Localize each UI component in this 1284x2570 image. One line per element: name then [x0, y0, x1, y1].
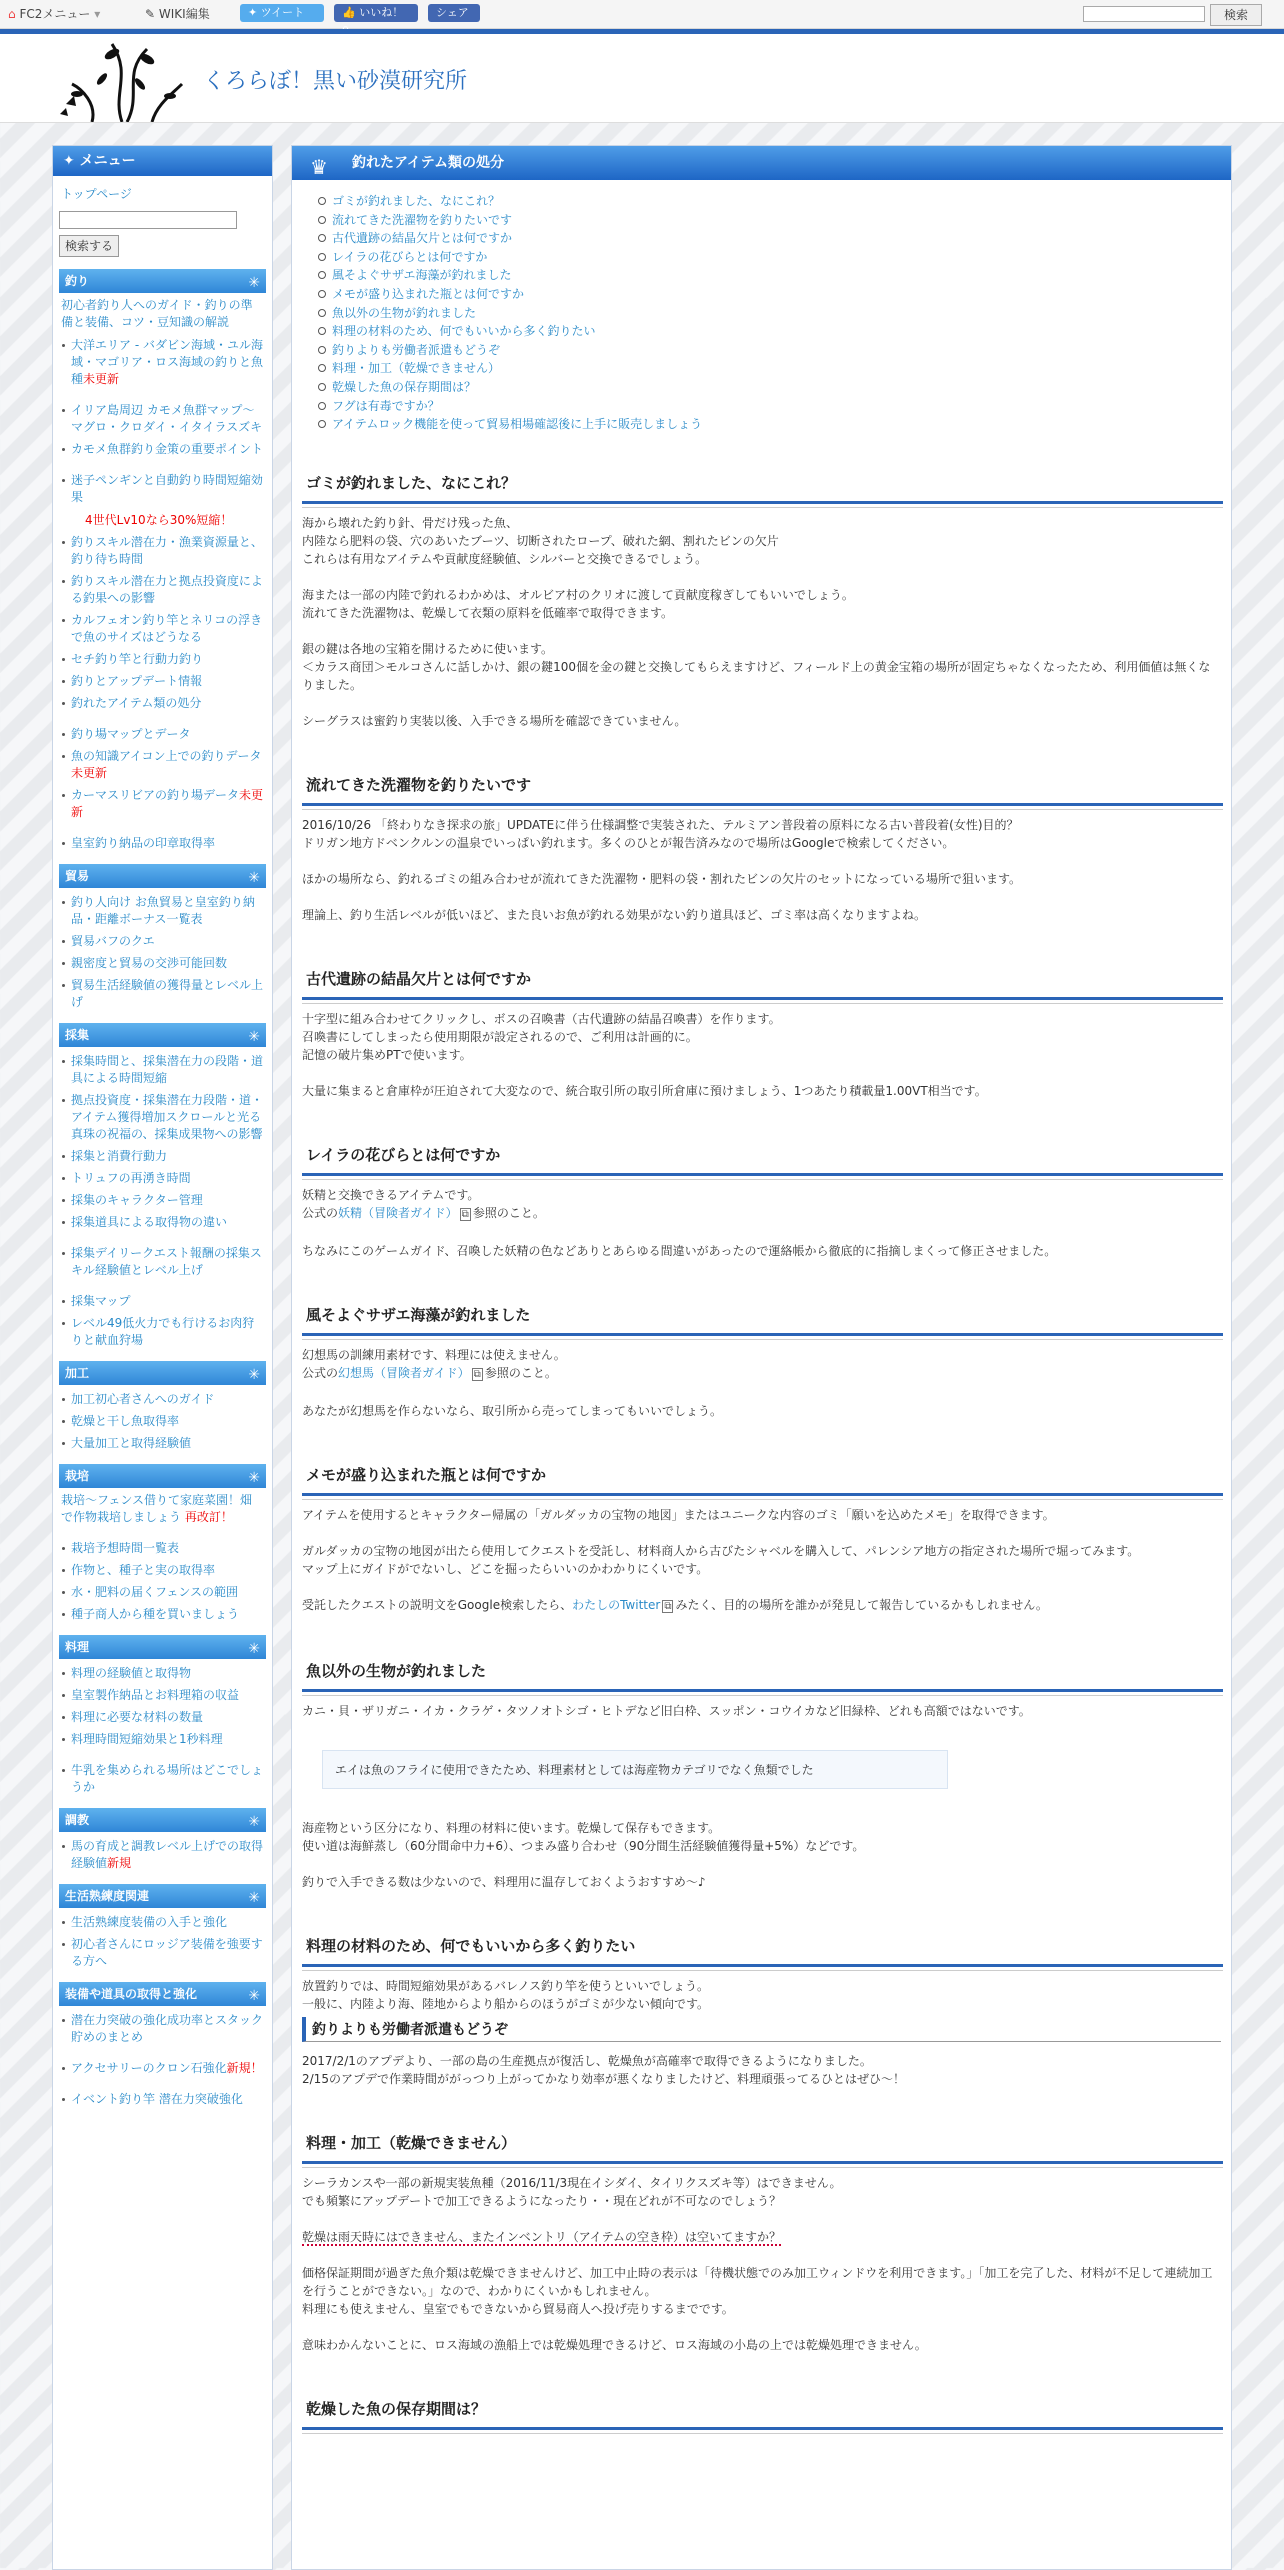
table-of-contents — [318, 192, 1231, 434]
star-icon: ✦ — [63, 153, 80, 169]
crown-icon: ♛ — [310, 155, 328, 179]
sidebar-link[interactable] — [59, 977, 266, 1011]
sidebar-link-text: 拠点投資度・採集潜在力段階・道・アイテム獲得増加スクロールと光る真珠の祝福の、採集成果物への影響 — [71, 1093, 264, 1141]
toc-link[interactable]: 乾燥した魚の保存期間は？ — [318, 378, 1231, 397]
sidebar-link-text: 採集道具による取得物の違い — [71, 1215, 228, 1229]
butterfly-vine-logo — [52, 34, 192, 122]
paragraph-line: 海から壊れた釣り針、骨だけ残った魚、 — [302, 515, 519, 530]
toc-link[interactable]: 流れてきた洗濯物を釣りたいです — [318, 211, 1231, 230]
paragraph-line: 流れてきた洗濯物は、乾燥して衣類の原料を低確率で取得できます。 — [302, 605, 674, 620]
paragraph-line: アイテムを使用するとキャラクター帰属の「ガルダッカの宝物の地図」またはユニークな内容のゴミ「願いを込めたメモ」を取得できます。 — [302, 1507, 1055, 1522]
sidebar-link-text: 牛乳を集められる場所はどこでしょうか — [71, 1763, 264, 1794]
spacer — [292, 1384, 1231, 1402]
sidebar-link-text: 採集デイリークエスト報酬の採集スキル経験値とレベル上げ — [71, 1246, 262, 1277]
sidebar-link-text: カモメ魚群釣り金策の重要ポイント — [71, 442, 264, 456]
sidebar-sections — [53, 269, 272, 2108]
sidebar-link[interactable] — [59, 472, 266, 506]
top-search-input[interactable] — [1083, 6, 1205, 22]
external-link-icon: ⧉ — [664, 1600, 672, 1612]
twitter-link[interactable]: わたしのTwitter — [572, 1597, 661, 1612]
sidebar-link-text: 大洋エリア - バダビン海域・ユル海域・マゴリア・ロス海域の釣りと魚種 — [71, 338, 264, 386]
sidebar-section-title: 貿易 — [65, 869, 90, 883]
sidebar-menu-header — [53, 146, 272, 176]
sidebar-section-title: 料理 — [65, 1640, 90, 1654]
paragraph-line: ＜カラス商団＞モルコさんに話しかけ、銀の鍵100個を金の鍵と交換してもらえますけど、フィールド上の黄金宝箱の場所が固定ちゃなくなったため、利用価値は無くなりました。 — [302, 659, 1211, 692]
external-link-icon: ⧉ — [461, 1208, 469, 1220]
sidebar-link-list — [59, 1665, 266, 1796]
paragraph-line: 2016/10/26 「終わりなき探求の旅」UPDATEに伴う仕様調整で実装された、テルミアン普段着の原料になる古い普段着(女性)目的？ — [302, 817, 1019, 832]
section-heading: メモが盛り込まれた瓶とは何ですか — [302, 1450, 1223, 1496]
sidebar-search — [59, 211, 266, 257]
toc-link[interactable]: 料理の材料のため、何でもいいから多く釣りたい — [318, 322, 1231, 341]
sidebar-link[interactable] — [59, 1293, 266, 1310]
paragraph-line: シーラカンスや一部の新規実装魚種（2016/11/3現在イシダイ、タイリクスズキ等）はできません。 — [302, 2175, 842, 2190]
sidebar-link[interactable] — [59, 337, 266, 388]
sidebar-link-text: 作物と、種子と実の取得率 — [71, 1563, 216, 1577]
sidebar-section-header — [59, 269, 266, 293]
sidebar-link[interactable] — [59, 695, 266, 712]
paragraph-line: 2/15のアプデで作業時間ががっつり上がってかなり効率が悪くなりましたけど、料理頑張ってるひとはぜひ～！ — [302, 2071, 905, 2086]
paragraph-line: 妖精と交換できるアイテムです。 — [302, 1187, 480, 1202]
sidebar-link-text: 釣れたアイテム類の処分 — [71, 696, 202, 710]
toc-link[interactable]: 料理・加工（乾燥できません） — [318, 359, 1231, 378]
toc-link[interactable]: レイラの花びらとは何ですか — [318, 248, 1231, 267]
sidebar-link[interactable] — [59, 1838, 266, 1872]
paragraph-line — [302, 1364, 1221, 1384]
paragraph-line: 一般に、内陸より海、陸地からより船からのほうがゴミが少ない傾向です。 — [302, 1996, 710, 2011]
paragraph-line: カニ・貝・ザリガニ・イカ・クラゲ・タツノオトシゴ・ヒトデなど旧白枠、スッポン・コウイカなど旧緑枠、どれも高額ではないです。 — [302, 1703, 1031, 1718]
section-heading: ゴミが釣れました、なにこれ？ — [302, 458, 1223, 504]
sidebar-link[interactable] — [59, 1914, 266, 1931]
sidebar-link[interactable] — [59, 1214, 266, 1231]
intro-text: 栽培～フェンス借りて家庭菜園！畑で作物栽培しましょう — [61, 1493, 253, 1524]
like-button[interactable] — [334, 4, 418, 22]
sidebar-link-text: 料理に必要な材料の数量 — [71, 1710, 204, 1724]
paragraph-line: 幻想馬の訓練用素材です、料理には使えません。 — [302, 1347, 566, 1362]
sidebar-link[interactable] — [59, 835, 266, 852]
like-label: いいね！ — [359, 6, 404, 19]
sidebar-link[interactable] — [59, 573, 266, 607]
sidebar-link-list — [59, 2012, 266, 2108]
spacer — [292, 694, 1231, 712]
sidebar-section-title: 加工 — [65, 1366, 90, 1380]
sidebar-link[interactable] — [59, 402, 266, 436]
sidebar-link-text: 採集のキャラクター管理 — [71, 1193, 203, 1207]
paragraph-line: 大量に集まると倉庫枠が圧迫されて大変なので、統合取引所の取引所倉庫に預けましょう、1つあたり積載量1.00VT相当です。 — [302, 1083, 987, 1098]
sidebar-section-intro-link[interactable] — [61, 297, 264, 331]
update-badge: 未更新 — [71, 788, 264, 819]
sidebar-link[interactable] — [59, 1562, 266, 1579]
paragraph-line: 召喚書にしてしまったら使用期限が設定されるので、ご利用は計画的に。 — [302, 1029, 698, 1044]
paragraph-line: 銀の鍵は各地の宝箱を開けるために使います。 — [302, 641, 554, 656]
paragraph-line: 記憶の破片集めPTで使います。 — [302, 1047, 472, 1062]
paragraph-line: 料理にも使えません、皇室でもできないから貿易商人へ投げ売りするまでです。 — [302, 2301, 734, 2316]
sparkle-icon: ✳ — [248, 1814, 260, 1830]
sidebar-link[interactable] — [59, 612, 266, 646]
sidebar-link[interactable] — [59, 1170, 266, 1187]
highlight-note: 4世代Lv10なら30%短縮！ — [85, 513, 233, 527]
sidebar-link[interactable] — [59, 673, 266, 690]
sidebar-section-title: 栽培 — [65, 1469, 90, 1483]
sidebar-section-header — [59, 1635, 266, 1659]
toc-link[interactable]: アイテムロック機能を使って貿易相場確認後に上手に販売しましょう — [318, 415, 1231, 434]
sidebar-link[interactable] — [59, 1435, 266, 1452]
info-note: エイは魚のフライに使用できたため、料理素材としては海産物カテゴリでなく魚類でした — [322, 1750, 948, 1789]
paragraph-line: あなたが幻想馬を作らないなら、取引所から売ってしまってもいいでしょう。 — [302, 1403, 723, 1418]
toc-link[interactable]: 魚以外の生物が釣れました — [318, 304, 1231, 323]
sidebar-link[interactable] — [59, 894, 266, 928]
article-sections — [292, 458, 1231, 2430]
fc2-toolbar — [0, 0, 1284, 29]
sparkle-icon: ✳ — [248, 870, 260, 886]
top-page-link[interactable]: トップページ — [61, 187, 132, 201]
spacer — [292, 1064, 1231, 1082]
sidebar-link-list — [59, 1053, 266, 1349]
sidebar-link-text: 種子商人から種を買いましょう — [71, 1607, 240, 1621]
update-badge: 新規 — [107, 1856, 132, 1870]
section-heading: 料理の材料のため、何でもいいから多く釣りたい — [302, 1921, 1223, 1967]
section-heading: 風そよぐサザエ海藻が釣れました — [302, 1290, 1223, 1336]
sparkle-icon: ✳ — [248, 275, 260, 291]
paragraph-line: 使い道は海鮮蒸し（60分間命中力+6）、つまみ盛り合わせ（90分間生活経験値獲得量+5%）などです。 — [302, 1838, 865, 1853]
sidebar-link-text: トリュフの再湧き時間 — [71, 1171, 191, 1185]
sidebar-link-text: 釣りスキル潜在力・漁業資源量と、釣り待ち時間 — [71, 535, 263, 566]
sidebar-link-list — [59, 1914, 266, 1970]
sidebar-link-text: 採集時間と、採集潜在力の段階・道具による時間短縮 — [71, 1054, 264, 1085]
external-link-icon: ⧉ — [473, 1368, 481, 1380]
paragraph-line: 十字型に組み合わせてクリックし、ボスの召喚書（古代遺跡の結晶召喚書）を作ります。 — [302, 1011, 781, 1026]
sparkle-icon: ✳ — [248, 1029, 260, 1045]
paragraph-line: 釣りで入手できる数は少ないので、料理用に温存しておくようおすすめ～♪ — [302, 1874, 706, 1889]
update-badge: 再改訂！ — [181, 1510, 233, 1524]
spacer — [292, 1524, 1231, 1542]
sidebar-section-title: 採集 — [65, 1028, 90, 1042]
sidebar-link-list — [59, 1838, 266, 1872]
spacer — [292, 2246, 1231, 2264]
text: 参照のこと。 — [472, 1205, 545, 1220]
toc-link[interactable]: 釣りよりも労働者派遣もどうぞ — [318, 341, 1231, 360]
paragraph-line — [302, 1204, 1221, 1224]
sidebar-link[interactable] — [59, 787, 266, 821]
tweet-label: ツイート — [260, 6, 305, 19]
sidebar-link-text: イリア島周辺 カモメ魚群マップ～マグロ・クロダイ・イタイラスズキ — [71, 403, 263, 434]
fc2-menu[interactable] — [8, 6, 100, 22]
section-heading: 流れてきた洗濯物を釣りたいです — [302, 760, 1223, 806]
sidebar-link[interactable] — [59, 1731, 266, 1748]
paragraph-line: ちなみにこのゲームガイド、召喚した妖精の色などありとあらゆる間違いがあったので運絡帳から徹底的に指摘しまくって修正させました。 — [302, 1243, 1057, 1258]
update-badge: 新規！ — [226, 2061, 263, 2075]
sidebar-link-text: 加工初心者さんへのガイド — [71, 1392, 215, 1406]
paragraph-line: 海または一部の内陸で釣れるわかめは、オルビア村のクリオに渡して貢献度稼ぎしてもいいでしょう。 — [302, 587, 854, 602]
sidebar-link[interactable] — [59, 651, 266, 668]
sidebar-link-text: 釣りスキル潜在力と拠点投資度による釣果への影響 — [71, 574, 263, 605]
share-button[interactable]: シェア — [428, 4, 480, 22]
thumbs-up-icon: 👍 — [342, 6, 356, 19]
paragraph-line — [302, 2228, 1221, 2246]
sidebar-link-text: 貿易バフのクエ — [71, 934, 155, 948]
sidebar-section-header — [59, 1884, 266, 1908]
section-heading: レイラの花びらとは何ですか — [302, 1130, 1223, 1176]
sidebar-link-text: 釣り人向け お魚貿易と皇室釣り納品・距離ボーナス一覧表 — [71, 895, 255, 926]
sidebar-link-text: 生活熟練度装備の入手と強化 — [71, 1915, 228, 1929]
sidebar-link[interactable] — [59, 1315, 266, 1349]
sidebar-link[interactable] — [59, 2060, 266, 2077]
sidebar-link[interactable] — [59, 1762, 266, 1796]
sidebar-link-text: レベル49低火力でも行けるお肉狩りと献血狩場 — [71, 1316, 255, 1347]
sidebar-section-header — [59, 1464, 266, 1488]
sidebar-link-text: 潜在力突破の強化成功率とスタック貯めのまとめ — [71, 2013, 264, 2044]
sidebar-link-text: イベント釣り竿 潜在力突破強化 — [71, 2092, 243, 2106]
sparkle-icon: ✳ — [248, 1641, 260, 1657]
sidebar-section-header — [59, 1808, 266, 1832]
spacer — [292, 852, 1231, 870]
spacer — [292, 2210, 1231, 2228]
paragraph-line: でも頻繁にアップデートで加工できるようになったり・・現在どれが不可なのでしょう？ — [302, 2193, 782, 2208]
sidebar-link-text: カルフェオン釣り竿とネリコの浮きで魚のサイズはどうなる — [71, 613, 263, 644]
sidebar-link-text: アクセサリーのクロン石強化 — [71, 2061, 227, 2075]
sidebar-link-text: カーマスリビアの釣り場データ — [71, 788, 240, 802]
paragraph-line: 理論上、釣り生活レベルが低いほど、また良いお魚が釣れる効果がない釣り道具ほど、ゴミ率は高くなりますよね。 — [302, 907, 927, 922]
toc-link[interactable]: 古代遺跡の結晶欠片とは何ですか — [318, 229, 1231, 248]
paragraph-line: 意味わかんないことに、ロス海域の漁船上では乾燥処理できるけど、ロス海域の小島の上では乾燥処理できません。 — [302, 2337, 927, 2352]
paragraph-line: 海産物という区分になり、料理の材料に使います。乾燥して保存もできます。 — [302, 1820, 721, 1835]
paragraph-line: マップ上にガイドがでないし、どこを掘ったらいいのかわかりにくいです。 — [302, 1561, 709, 1576]
sidebar-link[interactable] — [59, 1936, 266, 1970]
sidebar-link[interactable] — [59, 933, 266, 950]
sidebar-link[interactable] — [59, 441, 266, 458]
sidebar-search-input[interactable] — [59, 211, 237, 229]
paragraph-line: 内陸なら肥料の袋、穴のあいたブーツ、切断されたロープ、破れた網、割れたビンの欠片 — [302, 533, 779, 548]
spacer — [292, 1578, 1231, 1596]
spacer — [292, 622, 1231, 640]
sidebar-link-text: 栽培予想時間一覧表 — [71, 1541, 180, 1555]
top-search-button[interactable]: 検索 — [1210, 4, 1262, 26]
wiki-edit-link[interactable] — [145, 6, 210, 22]
sidebar-link[interactable] — [59, 1245, 266, 1279]
sidebar-link-list — [59, 894, 266, 1011]
sparkle-icon: ✳ — [248, 1890, 260, 1906]
section-heading: 料理・加工（乾燥できません） — [302, 2118, 1223, 2164]
sparkle-icon: ✳ — [248, 1988, 260, 2004]
subsection-heading: 釣りよりも労働者派遣もどうぞ — [302, 2017, 1221, 2042]
paragraph-line — [302, 1596, 1221, 1616]
paragraph-line: これらは有用なアイテムや貢献度経験値、シルバーと交換できるでしょう。 — [302, 551, 708, 566]
sidebar-section-intro-link[interactable] — [61, 1492, 264, 1526]
sidebar-link-text: 大量加工と取得経験値 — [71, 1436, 192, 1450]
site-header — [0, 34, 1284, 123]
toc-link[interactable]: ゴミが釣れました、なにこれ？ — [318, 192, 1231, 211]
sidebar-link[interactable] — [59, 1584, 266, 1601]
sidebar-link[interactable] — [59, 2012, 266, 2046]
sidebar-section-header — [59, 864, 266, 888]
main-content — [291, 145, 1232, 2570]
sidebar-link-text: 料理の経験値と取得物 — [71, 1666, 192, 1680]
update-badge: 未更新 — [83, 372, 120, 386]
sidebar-link-text: 釣りとアップデート情報 — [71, 674, 203, 688]
sidebar-link[interactable] — [59, 1413, 266, 1430]
sidebar-link-list — [59, 337, 266, 852]
sparkle-icon: ✳ — [248, 1367, 260, 1383]
text: 参照のこと。 — [484, 1365, 557, 1380]
section-heading: 魚以外の生物が釣れました — [302, 1646, 1223, 1692]
sidebar-link-list — [59, 1540, 266, 1623]
sidebar-link-text: 迷子ペンギンと自動釣り時間短縮効果 — [71, 473, 263, 504]
paragraph-line: 価格保証期間が過ぎた魚介類は乾燥できませんけど、加工中止時の表示は「待機状態でのみ加工ウィンドウを利用できます。」「加工を完了した、材料が不足して連続加工を行うことができない。」なので、わかりにくいかもしれません。 — [302, 2265, 1213, 2298]
sidebar-link[interactable] — [59, 534, 266, 568]
site-title[interactable]: くろらぼ！黒い砂漠研究所 — [203, 69, 468, 94]
text: みたく、目的の場所を誰かが発見して報告しているかもしれません。 — [675, 1597, 1048, 1612]
sidebar-section-title: 調教 — [65, 1813, 90, 1827]
sidebar-search-button[interactable]: 検索する — [59, 235, 119, 257]
sidebar — [52, 145, 273, 2570]
sparkle-icon: ✳ — [248, 1470, 260, 1486]
sidebar-link-text: 水・肥料の届くフェンスの範囲 — [71, 1585, 239, 1599]
paragraph-line: 放置釣りでは、時間短縮効果があるバレノス釣り竿を使うといいでしょう。 — [302, 1978, 710, 1993]
sidebar-link-text: 親密度と貿易の交渉可能回数 — [71, 956, 228, 970]
sidebar-link[interactable] — [59, 1606, 266, 1623]
sidebar-link-list — [59, 1391, 266, 1452]
sidebar-link[interactable] — [59, 955, 266, 972]
spacer — [292, 1224, 1231, 1242]
sidebar-link[interactable] — [59, 1687, 266, 1704]
tweet-button[interactable] — [240, 4, 324, 22]
text: 公式の — [302, 1205, 339, 1220]
fc2-home-icon: ⌂ — [8, 7, 16, 21]
spacer — [292, 888, 1231, 906]
sidebar-link-text: セチ釣り竿と行動力釣り — [71, 652, 204, 666]
toc-link[interactable]: 風そよぐサザエ海藻が釣れました — [318, 266, 1231, 285]
sidebar-link[interactable] — [59, 748, 266, 782]
toc-link[interactable]: フグは有毒ですか？ — [318, 397, 1231, 416]
intro-text: 初心者釣り人へのガイド・釣りの準備と装備、コツ・豆知識の解説 — [61, 298, 253, 329]
paragraph-line: 2017/2/1のアプデより、一部の島の生産拠点が復活し、乾燥魚が高確率で取得できるようになりました。 — [302, 2053, 872, 2068]
spacer — [292, 568, 1231, 586]
sidebar-link[interactable] — [59, 1665, 266, 1682]
sidebar-link-text: 皇室釣り納品の印章取得率 — [71, 836, 216, 850]
twitter-bird-icon: ✦ — [248, 6, 258, 19]
sidebar-section-title: 釣り — [65, 274, 90, 288]
fc2-menu-label: FC2メニュー — [19, 7, 91, 21]
section-heading: 乾燥した魚の保存期間は？ — [302, 2384, 1223, 2430]
text: 受託したクエストの説明文をGoogle検索したら、 — [302, 1597, 573, 1612]
sidebar-link-text: 料理時間短縮効果と1秒料理 — [71, 1732, 223, 1746]
sidebar-link-text: 魚の知識アイコン上での釣りデータ — [71, 749, 262, 763]
sidebar-section-title: 生活熟練度関連 — [65, 1889, 150, 1903]
sidebar-section-header — [59, 1982, 266, 2006]
sidebar-link-text: 初心者さんにロッジア装備を強要する方へ — [71, 1937, 263, 1968]
sidebar-link[interactable] — [59, 1391, 266, 1408]
paragraph-line: ほかの場所なら、釣れるゴミの組み合わせが流れてきた洗濯物・肥料の袋・割れたビンの欠片のセットになっている場所で狙います。 — [302, 871, 1022, 886]
sidebar-link[interactable] — [59, 1540, 266, 1557]
sidebar-section-title: 装備や道具の取得と強化 — [65, 1987, 198, 2001]
sidebar-link-text: 乾燥と干し魚取得率 — [71, 1414, 180, 1428]
sidebar-link-text: 貿易生活経験値の獲得量とレベル上げ — [71, 978, 264, 1009]
sidebar-link[interactable] — [59, 1053, 266, 1087]
paragraph-line: シーグラスは蜜釣り実装以後、入手できる場所を確認できていません。 — [302, 713, 687, 728]
sidebar-link[interactable] — [59, 2091, 266, 2108]
section-heading: 古代遺跡の結晶欠片とは何ですか — [302, 954, 1223, 1000]
chevron-down-icon: ▾ — [94, 7, 101, 21]
sidebar-link-text: 採集と消費行動力 — [71, 1149, 168, 1163]
sidebar-link-text: 釣り場マップとデータ — [71, 727, 191, 741]
text: 公式の — [302, 1365, 339, 1380]
wiki-edit-label: WIKI編集 — [158, 7, 210, 21]
edit-icon: ✎ — [145, 7, 156, 21]
sidebar-link[interactable] — [59, 1092, 266, 1143]
spacer — [292, 1855, 1231, 1873]
article-header — [292, 146, 1231, 180]
sidebar-menu-title: メニュー — [79, 153, 136, 169]
spacer — [292, 2318, 1231, 2336]
article-title: 釣れたアイテム類の処分 — [352, 155, 505, 171]
official-guide-link[interactable]: 妖精（冒険者ガイド） — [338, 1205, 458, 1220]
sidebar-section-header — [59, 1023, 266, 1047]
sidebar-link[interactable] — [59, 1192, 266, 1209]
update-badge: 未更新 — [71, 766, 108, 780]
toc-link[interactable]: メモが盛り込まれた瓶とは何ですか — [318, 285, 1231, 304]
emphasized-warning: 乾燥は雨天時にはできません、またインベントリ（アイテムの空き枠）は空いてますか？ — [302, 2229, 782, 2244]
sidebar-link[interactable] — [59, 726, 266, 743]
sidebar-section-header — [59, 1361, 266, 1385]
sidebar-link[interactable] — [59, 1709, 266, 1726]
paragraph-line: ドリガン地方ドベンクルンの温泉でいっぱい釣れます。多くのひとが報告済みなので場所はGoogleで検索してください。 — [302, 835, 955, 850]
sidebar-link-text: 皇室製作納品とお料理箱の収益 — [71, 1688, 240, 1702]
sidebar-link[interactable] — [59, 1148, 266, 1165]
paragraph-line: ガルダッカの宝物の地図が出たら使用してクエストを受託し、材料商人から古びたシャベルを購入して、パレンシア地方の指定された場所で堀ってみます。 — [302, 1543, 1140, 1558]
official-guide-link[interactable]: 幻想馬（冒険者ガイド） — [338, 1365, 470, 1380]
sidebar-link-text: 馬の育成と調教レベル上げでの取得経験値 — [71, 1839, 264, 1870]
sidebar-link-text: 採集マップ — [71, 1294, 131, 1308]
